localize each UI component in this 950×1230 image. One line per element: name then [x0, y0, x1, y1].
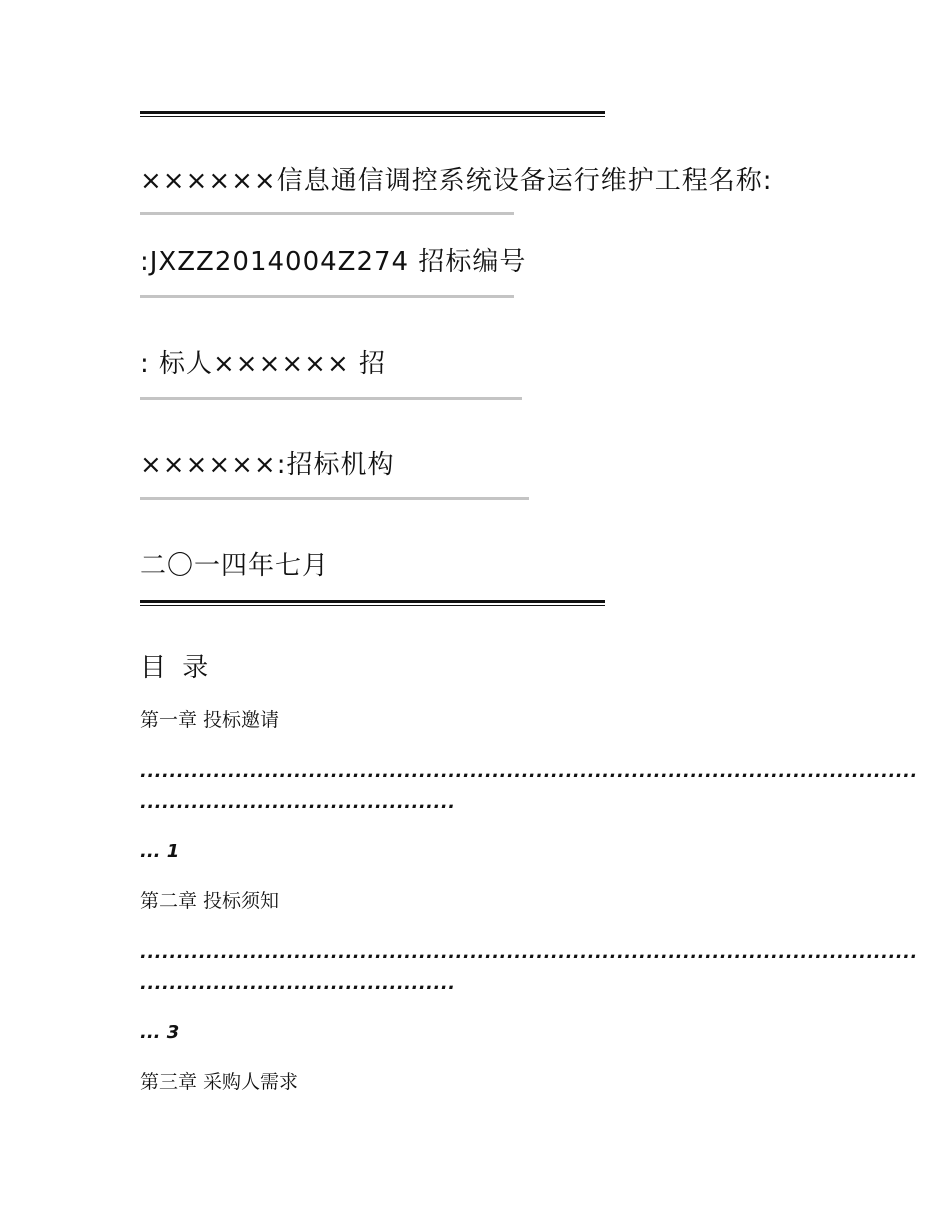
date-line: 二〇一四年七月 — [140, 551, 330, 581]
agency-line: ××××××:招标机构 — [140, 450, 395, 480]
bottom-double-rule — [140, 600, 605, 606]
toc-entry-1-title[interactable]: 第一章 投标邀请 — [140, 709, 280, 731]
toc-entry-1-leader-1: .......................................................................................................... — [140, 761, 918, 782]
toc-entry-1-leader-2: ........................................... — [140, 792, 456, 813]
tenderer-underline — [140, 397, 522, 400]
bid-number-line: :JXZZ2014004Z274 招标编号 — [140, 247, 527, 277]
agency-underline — [140, 497, 529, 500]
project-name-underline — [140, 212, 514, 215]
top-double-rule — [140, 111, 605, 117]
toc-entry-2-leader-2: ........................................... — [140, 973, 456, 994]
tenderer-line: : 标人×××××× 招 — [140, 349, 387, 379]
toc-entry-2-page: ... 3 — [140, 1022, 180, 1043]
toc-entry-3-title[interactable]: 第三章 采购人需求 — [140, 1071, 299, 1093]
toc-title: 目 录 — [140, 653, 213, 683]
project-name-line: ××××××信息通信调控系统设备运行维护工程名称: — [140, 166, 773, 196]
toc-entry-2-title[interactable]: 第二章 投标须知 — [140, 890, 280, 912]
toc-entry-1-page: ... 1 — [140, 841, 180, 862]
toc-entry-2-leader-1: .......................................................................................................... — [140, 942, 918, 963]
bid-number-underline — [140, 295, 514, 298]
